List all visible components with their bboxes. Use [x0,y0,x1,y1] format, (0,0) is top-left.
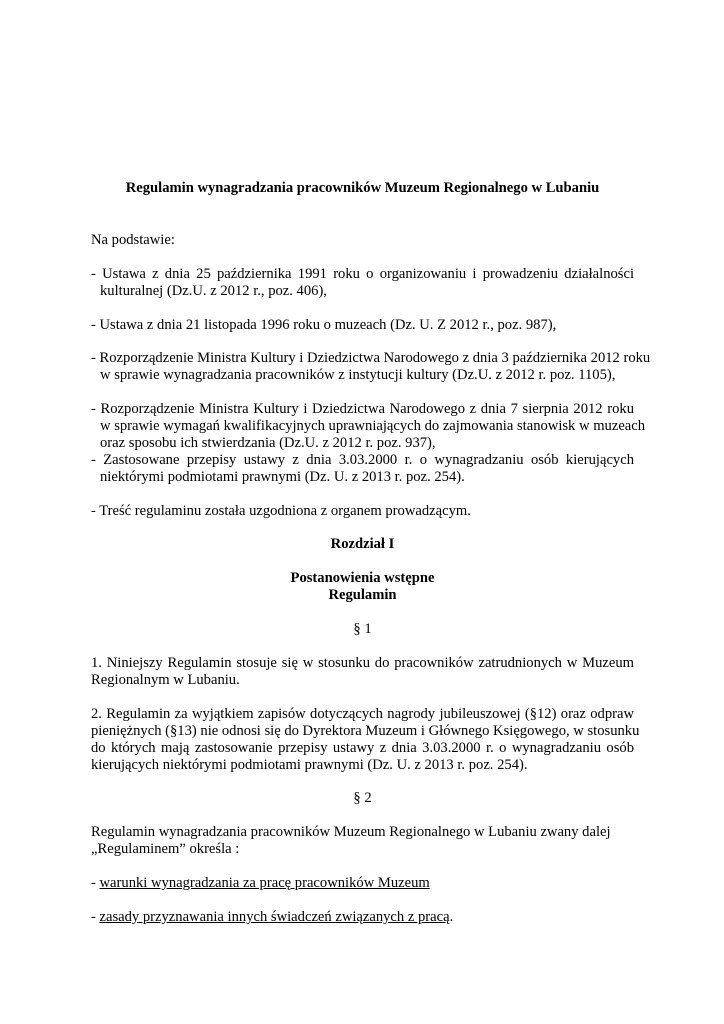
basis-item-6: - Treść regulaminu została uzgodniona z organem prowadzącym. [91,503,471,519]
section-2-para-1-line-2: „Regulaminem” określa : [91,841,240,857]
chapter-subtitle: Regulamin [328,587,397,603]
section-2-para-1-line-1: Regulamin wynagradzania pracowników Muzeum Regionalnego w Lubaniu zwany dalej [91,824,611,840]
basis-item-5-line-1: - Zastosowane przepisy ustawy z dnia 3.03.2000 r. o wynagradzaniu osób kierujących [91,452,634,468]
list-item-text: zasady przyznawania innych świadczeń związanych z pracą [99,909,450,925]
document-title: Regulamin wynagradzania pracowników Muzeum Regionalnego w Lubaniu [125,180,600,196]
list-dash: - [91,909,100,925]
basis-item-3-line-1: - Rozporządzenie Ministra Kultury i Dziedzictwa Narodowego z dnia 3 października 2012 roku [91,350,651,366]
section-1-para-2-line-2: pieniężnych (§13) nie odnosi się do Dyrektora Muzeum i Głównego Księgowego, w stosunku [91,723,640,739]
basis-item-3-line-2: w sprawie wynagradzania pracowników z instytucji kultury (Dz.U. z 2012 r. poz. 1105), [100,367,616,383]
section-2-list-item-2 [91,909,634,926]
section-1-heading: § 1 [353,621,372,637]
section-1-para-1-line-2: Regionalnym w Lubaniu. [91,672,240,688]
section-1-para-2-line-3: do których mają zastosowanie przepisy ustawy z dnia 3.03.2000 r. o wynagradzaniu osób [91,740,634,756]
list-item-period: . [449,909,454,925]
chapter-title: Postanowienia wstępne [290,570,435,586]
section-1-para-2-line-1: 2. Regulamin za wyjątkiem zapisów dotyczących nagrody jubileuszowej (§12) oraz odpraw [91,706,634,722]
basis-item-5-line-2: niektórymi podmiotami prawnymi (Dz. U. z 2013 r. poz. 254). [100,469,465,485]
intro-text: Na podstawie: [91,232,175,248]
section-2-list-item-1 [91,875,634,892]
basis-item-1-line-2: kulturalnej (Dz.U. z 2012 r., poz. 406), [100,283,327,299]
chapter-heading: Rozdział I [330,536,395,552]
basis-item-4-line-1: - Rozporządzenie Ministra Kultury i Dziedzictwa Narodowego z dnia 7 sierpnia 2012 roku [91,401,634,417]
list-dash: - [91,875,100,891]
section-1-para-2-line-4: kierujących niektórymi podmiotami prawnymi (Dz. U. z 2013 r. poz. 254). [91,757,528,773]
basis-item-1-line-1: - Ustawa z dnia 25 października 1991 roku o organizowaniu i prowadzeniu działalności [91,266,634,282]
basis-item-2: - Ustawa z dnia 21 listopada 1996 roku o muzeach (Dz. U. Z 2012 r., poz. 987), [91,317,557,333]
list-item-text: warunki wynagradzania za pracę pracowników Muzeum [99,875,430,891]
basis-item-4-line-3: oraz sposobu ich stwierdzania (Dz.U. z 2012 r. poz. 937), [100,435,436,451]
section-1-para-1-line-1: 1. Niniejszy Regulamin stosuje się w stosunku do pracowników zatrudnionych w Muzeum [91,655,634,671]
section-2-heading: § 2 [353,790,372,806]
basis-item-4-line-2: w sprawie wymagań kwalifikacyjnych uprawniających do zajmowania stanowisk w muzeach [100,418,646,434]
